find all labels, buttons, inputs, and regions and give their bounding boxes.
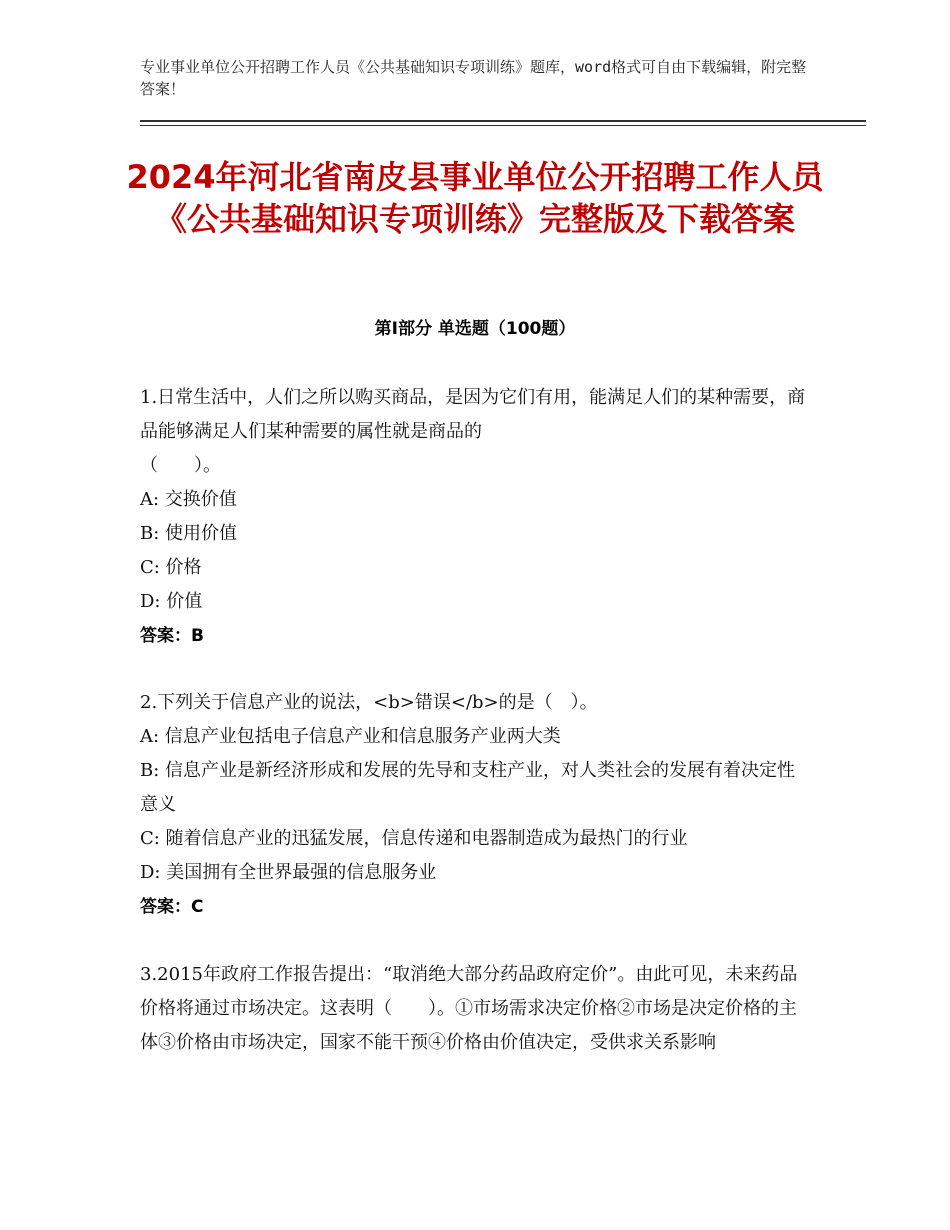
question-blank: （ ）。	[140, 455, 221, 476]
option-d: D: 价值	[140, 591, 203, 612]
question-1	[140, 381, 810, 653]
document-title: 2024年河北省南皮县事业单位公开招聘工作人员《公共基础知识专项训练》完整版及下载答案	[126, 158, 824, 238]
option-a: A: 信息产业包括电子信息产业和信息服务产业两大类	[140, 726, 561, 747]
answer-label: 答案：C	[140, 897, 204, 917]
question-2	[140, 686, 810, 924]
option-c: C: 随着信息产业的迅猛发展，信息传递和电器制造成为最热门的行业	[140, 828, 688, 849]
option-a: A: 交换价值	[140, 489, 237, 510]
option-b: B: 使用价值	[140, 523, 238, 544]
question-stem: 2.下列关于信息产业的说法，<b>错误</b>的是（ ）。	[140, 692, 598, 713]
header-note: 专业事业单位公开招聘工作人员《公共基础知识专项训练》题库，word格式可自由下载编辑，附完整答案！	[140, 58, 807, 98]
option-d: D: 美国拥有全世界最强的信息服务业	[140, 862, 437, 883]
option-b: B: 信息产业是新经济形成和发展的先导和支柱产业，对人类社会的发展有着决定性意义	[140, 760, 796, 815]
section-heading: 第Ⅰ部分 单选题（100题）	[374, 319, 576, 339]
option-c: C: 价格	[140, 557, 202, 578]
question-3	[140, 958, 810, 1060]
header-rule-thick	[140, 120, 866, 122]
question-stem: 3.2015年政府工作报告提出：“取消绝大部分药品政府定价”。由此可见，未来药品价格将通过市场决定。这表明（ ）。①市场需求决定价格②市场是决定价格的主体③价格由市场决定，国家不能干预④价格由价值决定，受供求关系影响	[140, 964, 798, 1053]
question-stem: 1.日常生活中，人们之所以购买商品，是因为它们有用，能满足人们的某种需要，商品能够满足人们某种需要的属性就是商品的	[140, 387, 806, 442]
header-rule-thin	[140, 125, 866, 126]
answer-label: 答案：B	[140, 626, 204, 646]
